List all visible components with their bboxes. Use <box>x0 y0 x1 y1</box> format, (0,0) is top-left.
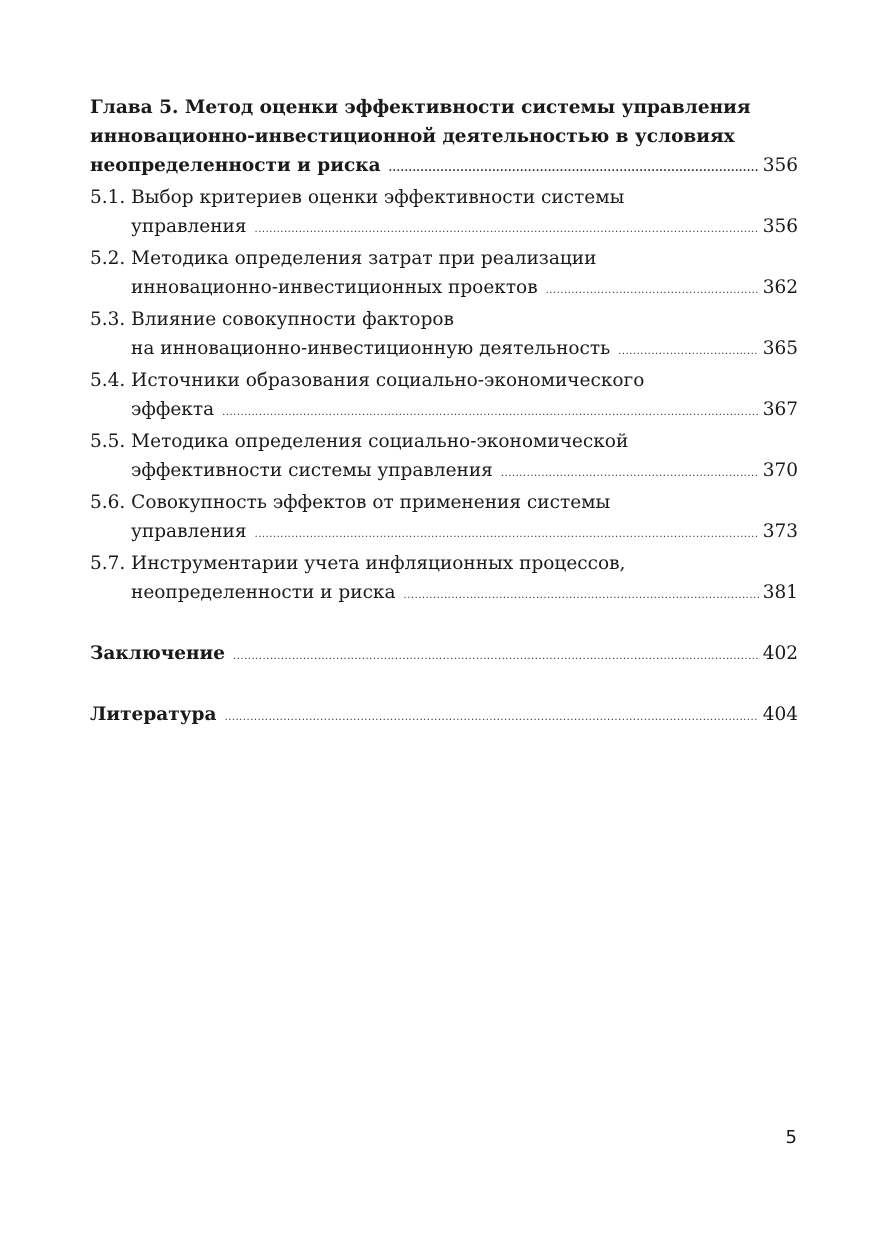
spacer <box>90 671 798 700</box>
toc-entry-conclusion[interactable] <box>90 639 798 671</box>
section-title: 5.5. Методика определения социально-экономической <box>90 431 629 452</box>
section-title: 5.1. Выбор критериев оценки эффективности системы <box>90 187 625 208</box>
toc-entry-literature[interactable] <box>90 700 798 732</box>
section-title-continuation: на инновационно-инвестиционную деятельность <box>131 338 611 359</box>
dot-leader <box>255 215 759 244</box>
dot-leader <box>389 154 759 183</box>
toc-entry-5-2[interactable] <box>90 244 798 305</box>
section-title-continuation: эффективности системы управления <box>131 460 493 481</box>
dot-leader <box>255 520 759 549</box>
section-title-continuation: управления <box>131 216 247 237</box>
conclusion-page-number: 402 <box>762 643 798 664</box>
section-page-number: 373 <box>762 521 798 542</box>
section-page-number: 356 <box>762 216 798 237</box>
section-title-continuation: инновационно-инвестиционных проектов <box>131 277 538 298</box>
chapter-title-line-3: неопределенности и риска <box>90 155 381 176</box>
section-page-number: 367 <box>762 399 798 420</box>
dot-leader <box>404 581 759 610</box>
dot-leader <box>618 337 758 366</box>
toc-entry-5-6[interactable] <box>90 488 798 549</box>
section-page-number: 362 <box>762 277 798 298</box>
section-title: 5.4. Источники образования социально-экономического <box>90 370 645 391</box>
literature-title: Литература <box>90 704 217 725</box>
table-of-contents <box>90 93 798 732</box>
section-title-continuation: управления <box>131 521 247 542</box>
spacer <box>90 610 798 639</box>
chapter-title-line-1: Глава 5. Метод оценки эффективности системы управления <box>90 97 751 118</box>
literature-page-number: 404 <box>762 704 798 725</box>
toc-entry-5-1[interactable] <box>90 183 798 244</box>
section-title: 5.3. Влияние совокупности факторов <box>90 309 454 330</box>
dot-leader <box>233 642 759 671</box>
section-title-continuation: эффекта <box>131 399 215 420</box>
dot-leader <box>501 459 759 488</box>
section-title: 5.7. Инструментарии учета инфляционных процессов, <box>90 553 626 574</box>
section-title: 5.6. Совокупность эффектов от применения системы <box>90 492 611 513</box>
section-title-continuation: неопределенности и риска <box>131 582 396 603</box>
section-page-number: 381 <box>762 582 798 603</box>
page-number: 5 <box>785 1127 797 1148</box>
conclusion-title: Заключение <box>90 643 226 664</box>
dot-leader <box>224 703 758 732</box>
section-page-number: 370 <box>762 460 798 481</box>
toc-entry-5-5[interactable] <box>90 427 798 488</box>
dot-leader <box>222 398 759 427</box>
section-title: 5.2. Методика определения затрат при реализации <box>90 248 597 269</box>
dot-leader <box>546 276 759 305</box>
section-page-number: 365 <box>762 338 798 359</box>
chapter-page-number: 356 <box>762 155 798 176</box>
chapter-title-line-2: инновационно-инвестиционной деятельностью в условиях <box>90 126 735 147</box>
toc-entry-5-3[interactable] <box>90 305 798 366</box>
toc-entry-5-7[interactable] <box>90 549 798 610</box>
chapter-5-entry[interactable] <box>90 93 798 183</box>
toc-entry-5-4[interactable] <box>90 366 798 427</box>
